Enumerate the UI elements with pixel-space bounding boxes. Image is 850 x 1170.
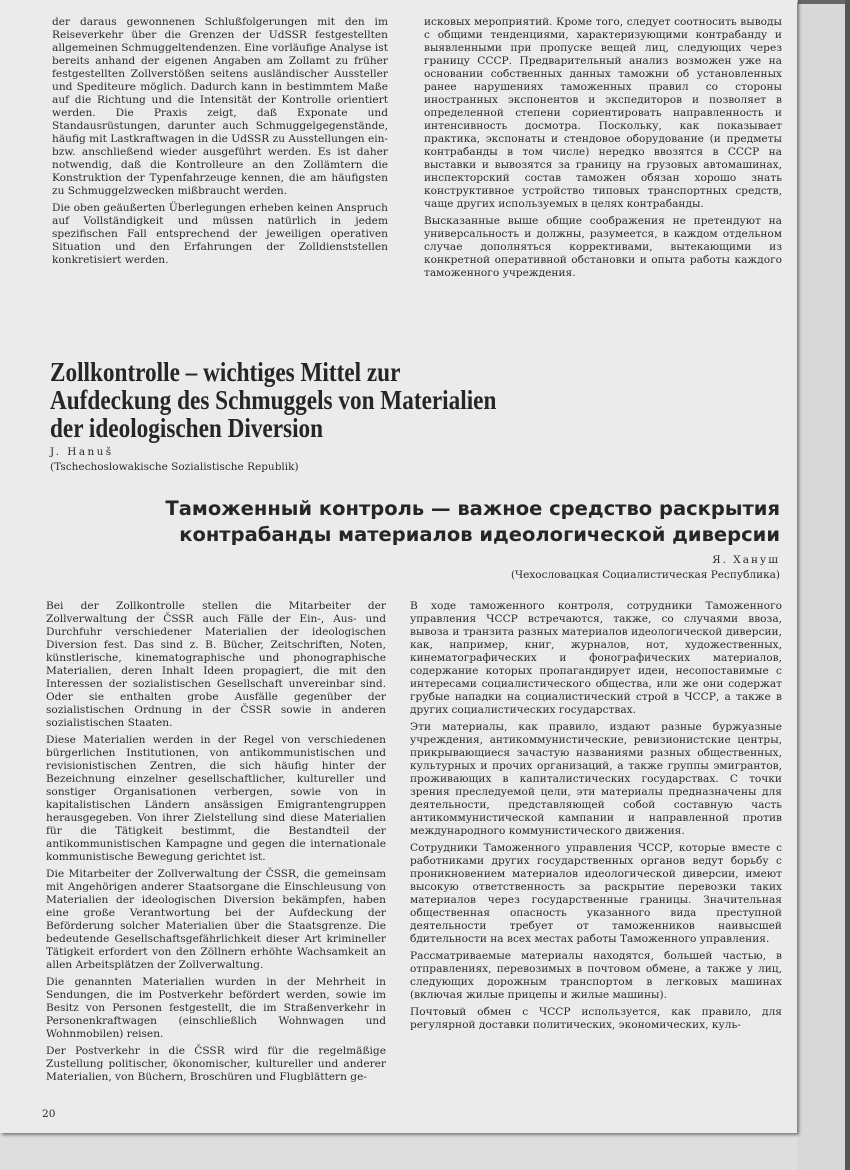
paragraph: Bei der Zollkontrolle stellen die Mitarbeiter der Zollverwaltung der ČSSR auch Fälle der Ein-, Aus- und Durchfuhr verschiedener Materialien der ideologischen Diversion fest. Das sind z. B. Bücher, Zeitschriften, Noten, künstlerische, kinematographische und phonographische Materialien, deren Inhalt Ideen propagiert, die mit den Interessen der sozialistischen Gesellschaft unvereinbar sind. Oder sie enthalten grobe Ausfälle gegenüber der sozialistischen Ordnung in der ČSSR sowie in anderen sozialistischen Staaten. <box>46 600 386 729</box>
russian-author: Я. Хануш <box>712 554 780 566</box>
paragraph: Der Postverkehr in die ČSSR wird für die regelmäßige Zustellung politischer, ökonomischer, kultureller und anderer Materialien, von Büchern, Broschüren und Flugblättern ge- <box>46 1045 386 1083</box>
russian-column-top <box>424 16 782 284</box>
paragraph: Почтовый обмен с ЧССР используется, как правило, для регулярной доставки политических, экономических, куль- <box>410 1006 782 1031</box>
german-column-top <box>52 16 388 271</box>
title-line: Zollkontrolle – wichtiges Mittel zur <box>50 357 401 387</box>
paragraph: Die genannten Materialien wurden in der Mehrheit in Sendungen, die im Postverkehr befördert werden, sowie im Besitz von Personen festgestellt, die im Straßenverkehr in Personenkraftwagen (einschließlich Wohnwagen und Wohnmobilen) reisen. <box>46 976 386 1040</box>
german-article-body <box>46 600 386 1088</box>
paragraph: der daraus gewonnenen Schlußfolgerungen mit den im Reiseverkehr über die Grenzen der UdSSR festgestellten allgemeinen Schmuggeltendenzen. Eine vorläufige Analyse ist bereits anhand der eigenen Angaben am Zollamt zu früher festgestellten Zollverstößen seitens ausländischer Aussteller und Spediteure möglich. Dadurch kann in bestimmtem Maße auf die Richtung und die Intensität der Kontrolle orientiert werden. Die Praxis zeigt, daß Exponate und Standausrüstungen, darunter auch Schmuggelgegenstände, häufig mit Lastkraftwagen in die UdSSR zu Ausstellungen ein- bzw. anschließend wieder ausgeführt werden. Es ist daher notwendig, daß die Kontrolleure an den Zollämtern die Konstruktion der Typenfahrzeuge kennen, die am häufigsten zu Schmuggelzwecken mißbraucht werden. <box>52 16 389 197</box>
page-number: 20 <box>42 1108 56 1120</box>
title-line: Таможенный контроль — важное средство раскрытия <box>165 497 780 520</box>
german-author: J. Hanuš <box>50 446 114 458</box>
german-article-title <box>50 358 496 442</box>
scanner-margin <box>797 0 847 1170</box>
paragraph: Высказанные выше общие соображения не претендуют на универсальность и должны, разумеется, в каждом отдельном случае дополняться коррективами, вытекающими из конкретной оперативной обстановки и опыта работы каждого таможенного учреждения. <box>424 215 782 279</box>
title-line: контрабанды материалов идеологической диверсии <box>179 523 780 546</box>
russian-article-body <box>410 600 782 1036</box>
paragraph: исковых мероприятий. Кроме того, следует соотносить выводы с общими тенденциями, характеризующими контрабанду и выявленными при пропуске вещей лиц, следующих через границу СССР. Предварительный анализ возможен уже на основании собственных данных таможни об установленных ранее нарушениях таможенных правил со стороны иностранных экспонентов и экспедиторов и позволяет в определенной степени сориентировать направленность и интенсивность досмотра. Поскольку, как показывает практика, экспонаты и стендовое оборудование (и предметы контрабанды в том числе) нередко ввозятся в СССР на выставки и вывозятся за границу на грузовых автомашинах, инспекторский состав таможен обязан хорошо знать конструктивное устройство типовых транспортных средств, чаще других используемых в целях контрабанды. <box>424 16 782 210</box>
paragraph: Эти материалы, как правило, издают разные буржуазные учреждения, антикоммунистические, ревизионистские центры, прикрывающиеся зачастую названиями разных общественных, культурных и прочих организаций, а также группы эмигрантов, проживающих в капиталистических государствах. С точки зрения преследуемой цели, эти материалы предназначены для деятельности, представляющей собой составную часть антикоммунистической кампании и направленной против международного коммунистического движения. <box>410 721 782 837</box>
russian-author-country: (Чехословацкая Социалистическая Республика) <box>510 569 780 581</box>
paragraph: Die Mitarbeiter der Zollverwaltung der ČSSR, die gemeinsam mit Angehörigen anderer Staatsorgane die Einschleusung von Materialien der ideologischen Diversion bekämpfen, haben eine große Verantwortung bei der Aufdeckung der Beförderung solcher Materialien über die Staatsgrenze. Die bedeutende Gesellschaftsgefährlichkeit dieser Art krimineller Tätigkeit erfordert von den Zöllnern erhöhte Wachsamkeit an allen Arbeitsplätzen der Zollverwaltung. <box>46 868 386 971</box>
paragraph: Die oben geäußerten Überlegungen erheben keinen Anspruch auf Vollständigkeit und müssen natürlich in jedem spezifischen Fall entsprechend der jeweiligen operativen Situation und den Erfahrungen der Zolldienststellen konkretisiert werden. <box>52 202 388 266</box>
scanner-edge-right <box>845 0 850 1170</box>
russian-article-title <box>120 496 780 548</box>
paragraph: Рассматриваемые материалы находятся, большей частью, в отправлениях, перевозимых в почтовом обмене, а также у лиц, следующих дорожным транспортом в легковых машинах (включая жилые прицепы и жилые машины). <box>410 950 782 1001</box>
german-author-country: (Tschechoslowakische Sozialistische Republik) <box>50 461 299 473</box>
paragraph: В ходе таможенного контроля, сотрудники Таможенного управления ЧССР встречаются, также, со случаями ввоза, вывоза и транзита разных материалов идеологической диверсии, как, например, книг, журналов, нот, художественных, кинематографических и фонографических материалов, содержание которых пропагандирует идеи, несопоставимые с интересами социалистического общества, или же они содержат грубые нападки на социалистический строй в ЧССР, а также в других социалистических государствах. <box>410 600 782 716</box>
scanner-edge-top <box>798 0 846 4</box>
title-line: der ideologischen Diversion <box>50 413 324 443</box>
paragraph: Сотрудники Таможенного управления ЧССР, которые вместе с работниками других государственных органов ведут борьбу с проникновением материалов идеологической диверсии, имеют высокую ответственность за раскрытие перевозки таких материалов через государственные границы. Значительная общественная опасность указанного вида преступной деятельности требует от таможенников наивысшей бдительности на всех местах работы Таможенного управления. <box>410 842 782 945</box>
title-line: Aufdeckung des Schmuggels von Materialien <box>50 385 497 415</box>
paragraph: Diese Materialien werden in der Regel von verschiedenen bürgerlichen Institutionen, von antikommunistischen und revisionistischen Zentren, die sich häufig hinter der Bezeichnung einzelner gesellschaftlicher, kultureller und sonstiger Organisationen verbergen, sowie von in kapitalistischen Ländern ansässigen Emigrantengruppen herausgegeben. Von ihrer Zielstellung sind diese Materialien für die Tätigkeit bestimmt, die Bestandteil der antikommunistischen Kampagne und gegen die internationale kommunistische Bewegung gerichtet ist. <box>46 734 386 863</box>
